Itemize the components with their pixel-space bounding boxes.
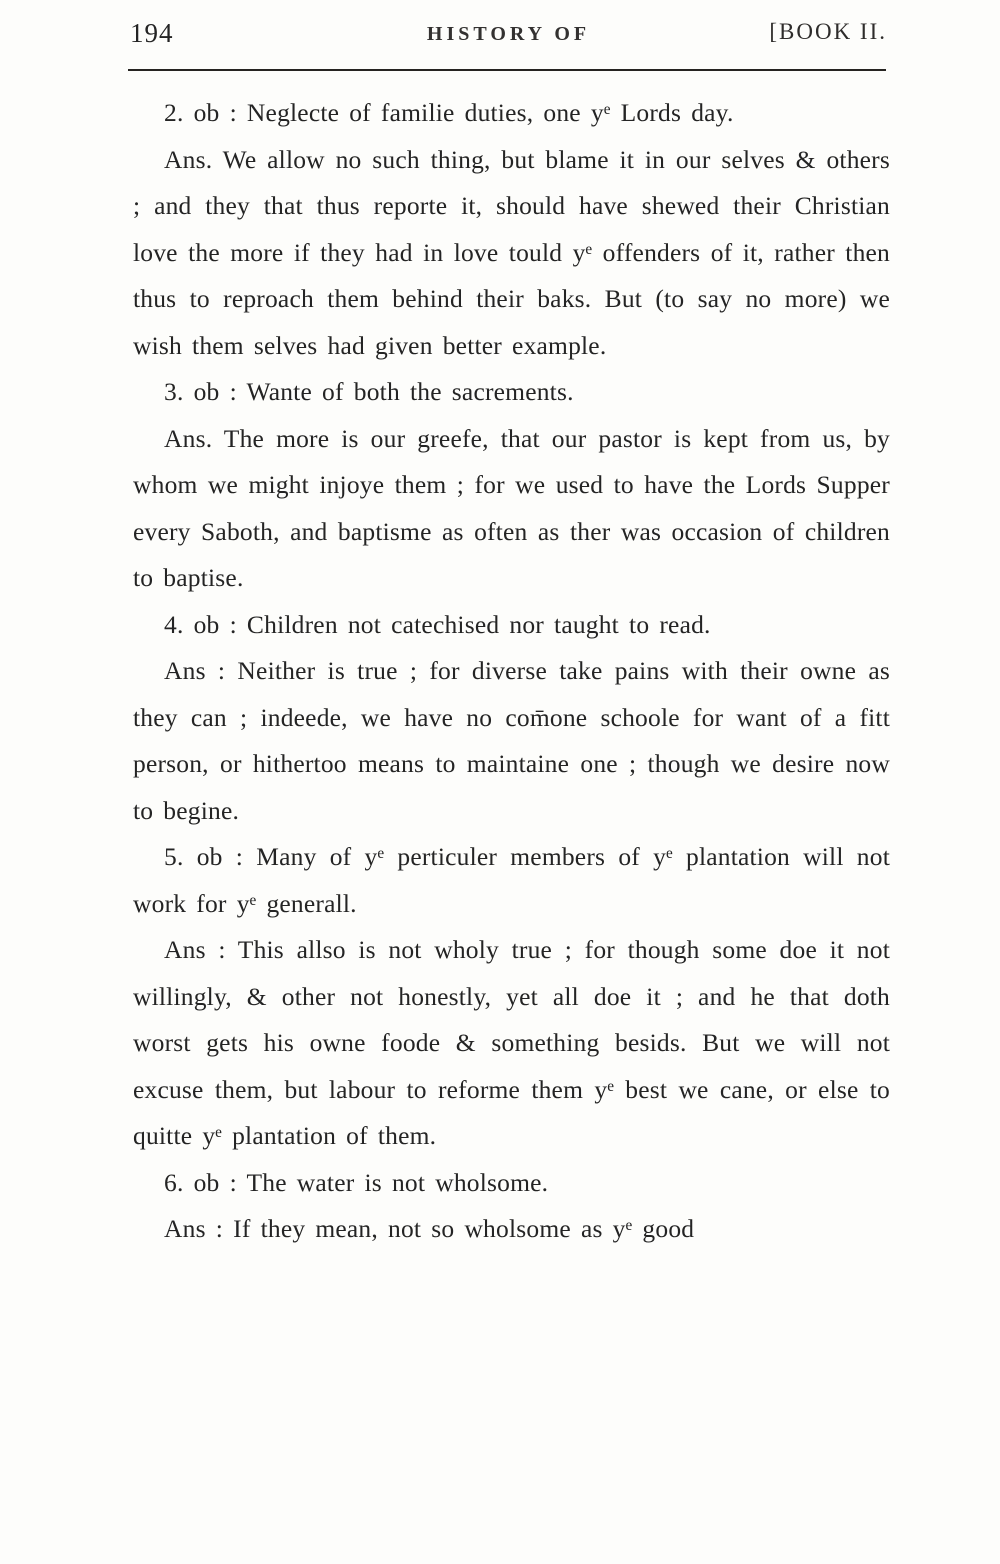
paragraph-objection-6: 6. ob : The water is not wholsome. xyxy=(164,1167,549,1197)
paragraph-objection-5: 5. ob : Many of yᵉ perticuler members of yᵉ plantation will not work for yᵉ generall. xyxy=(133,842,890,918)
paragraph-objection-3: 3. ob : Wante of both the sacrements. xyxy=(164,377,574,406)
paragraph-answer-4: Ans : Neither is true ; for diverse take pains with their owne as they can ; indeede, we have no com̄one schoole for want of a fitt person, or hithertoo means to maintaine one ; though we desire now to begine. xyxy=(133,656,890,825)
book-label: [BOOK II. xyxy=(769,19,887,44)
running-title: HISTORY OF xyxy=(426,23,591,45)
header-rule xyxy=(128,69,886,71)
page-header xyxy=(130,16,887,56)
paragraph-objection-4: 4. ob : Children not catechised nor taught to read. xyxy=(164,609,711,639)
paragraph-answer-5: Ans : This allso is not wholy true ; for though some doe it not willingly, & other not honestly, yet all doe it ; and he that doth worst gets his owne foode & something besids. But we will not excuse them, but labour to reforme them yᵉ best we cane, or else to quitte yᵉ plantation of them. xyxy=(133,935,890,1150)
page-number: 194 xyxy=(130,18,174,48)
paragraph-answer-2: Ans. We allow no such thing, but blame it in our selves & others ; and they that thus reporte it, should have shewed their Christian love the more if they had in love tould yᵉ offenders of it, rather then thus to reproach them behind their baks. But (to say no more) we wish them selves had given better example. xyxy=(133,144,890,360)
paragraph-answer-6: Ans : If they mean, not so wholsome as yᵉ good xyxy=(164,1214,695,1243)
paragraph-objection-2: 2. ob : Neglecte of familie duties, one yᵉ Lords day. xyxy=(164,98,734,127)
body-text xyxy=(133,90,890,1253)
paragraph-answer-3: Ans. The more is our greefe, that our pastor is kept from us, by whom we might injoye them ; for we used to have the Lords Supper every Saboth, and baptisme as often as ther was occasion of children to baptise. xyxy=(133,423,890,592)
